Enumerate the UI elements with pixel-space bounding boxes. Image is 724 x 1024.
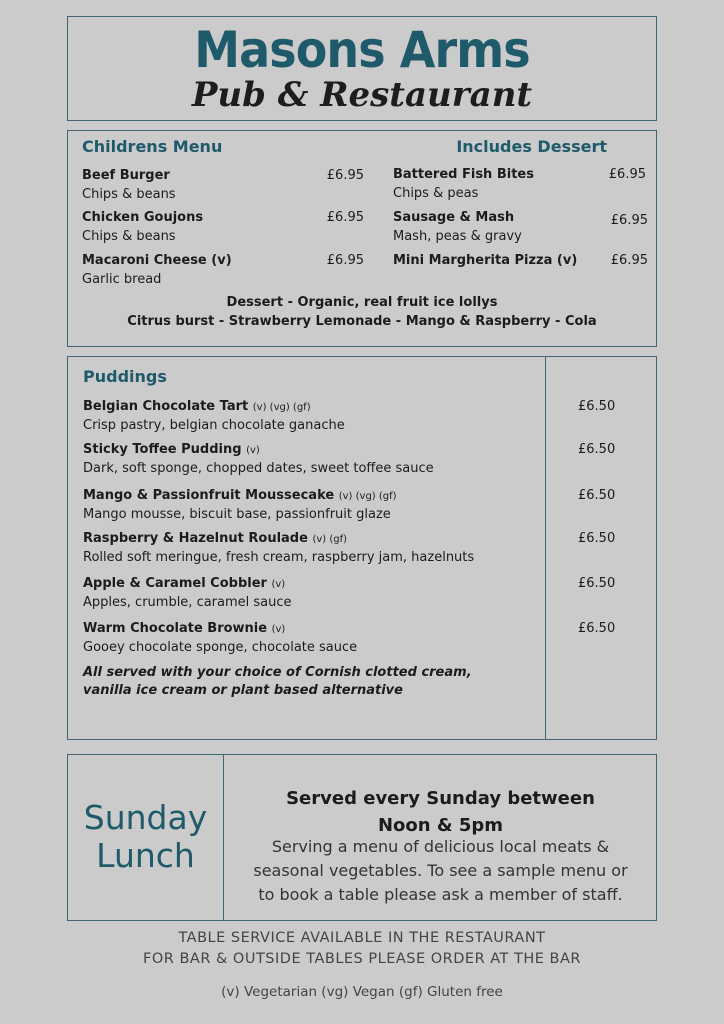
pudding-name: Warm Chocolate Brownie (v) bbox=[83, 621, 286, 636]
pudding-desc: Crisp pastry, belgian chocolate ganache bbox=[83, 418, 345, 433]
puddings-box bbox=[67, 356, 657, 740]
pudding-tags: (v) bbox=[246, 445, 260, 456]
kids-item-desc: Chips & beans bbox=[82, 229, 176, 244]
kids-item-name: Macaroni Cheese (v) bbox=[82, 253, 232, 268]
childrens-menu-box bbox=[67, 130, 657, 347]
pudding-tags: (v) bbox=[271, 579, 286, 590]
kids-item-price: £6.95 bbox=[326, 168, 364, 183]
pub-subtitle: Pub & Restaurant bbox=[191, 75, 533, 115]
serving-note-line: All served with your choice of Cornish clotted cream, bbox=[83, 665, 472, 680]
kids-item-name: Battered Fish Bites bbox=[393, 167, 534, 182]
sunday-lunch-title bbox=[68, 799, 223, 875]
pudding-desc: Mango mousse, biscuit base, passionfruit glaze bbox=[83, 507, 391, 522]
dessert-line: Dessert - Organic, real fruit ice lollys bbox=[226, 295, 498, 310]
header-box bbox=[67, 16, 657, 121]
kids-item bbox=[82, 210, 364, 250]
pudding-desc: Dark, soft sponge, chopped dates, sweet toffee sauce bbox=[83, 461, 434, 476]
pudding-desc: Gooey chocolate sponge, chocolate sauce bbox=[83, 640, 358, 655]
kids-item-desc: Mash, peas & gravy bbox=[393, 229, 522, 244]
sunday-heading bbox=[225, 785, 656, 839]
lolly-flavours-line: Citrus burst - Strawberry Lemonade - Mango & Raspberry - Cola bbox=[127, 314, 597, 329]
pudding-desc: Apples, crumble, caramel sauce bbox=[83, 595, 292, 610]
kids-item-desc: Chips & peas bbox=[393, 186, 479, 201]
kids-item bbox=[82, 253, 364, 293]
sunday-description bbox=[225, 835, 656, 907]
childrens-menu-title: Childrens Menu bbox=[82, 137, 223, 156]
pudding-name: Sticky Toffee Pudding (v) bbox=[83, 442, 260, 457]
kids-item bbox=[393, 253, 648, 293]
pudding-item bbox=[83, 399, 643, 439]
pudding-price: £6.50 bbox=[578, 488, 616, 503]
kids-item-price: £6.95 bbox=[326, 210, 364, 225]
pudding-tags: (v) (vg) (gf) bbox=[252, 402, 311, 413]
sunday-title-line: Lunch bbox=[96, 836, 195, 875]
pudding-price: £6.50 bbox=[578, 531, 616, 546]
table-service-notice: TABLE SERVICE AVAILABLE IN THE RESTAURANT bbox=[178, 930, 546, 946]
pudding-name: Apple & Caramel Cobbler (v) bbox=[83, 576, 286, 591]
kids-item-price: £6.95 bbox=[326, 253, 364, 268]
pudding-price: £6.50 bbox=[578, 621, 616, 636]
kids-item-price: £6.95 bbox=[610, 253, 648, 268]
kids-item-name: Beef Burger bbox=[82, 168, 170, 183]
puddings-title: Puddings bbox=[83, 367, 167, 386]
sunday-heading-line: Served every Sunday between bbox=[286, 788, 595, 809]
serving-note bbox=[83, 664, 472, 700]
pudding-name: Mango & Passionfruit Moussecake (v) (vg) (gf) bbox=[83, 488, 397, 503]
pudding-tags: (v) (gf) bbox=[312, 534, 348, 545]
kids-item-name: Mini Margherita Pizza (v) bbox=[393, 253, 578, 268]
kids-item-name: Sausage & Mash bbox=[393, 210, 515, 225]
pudding-item bbox=[83, 442, 643, 482]
pub-name: Masons Arms bbox=[194, 21, 530, 79]
pudding-item bbox=[83, 621, 643, 661]
sunday-desc-line: to book a table please ask a member of staff. bbox=[258, 885, 623, 904]
pudding-name: Raspberry & Hazelnut Roulade (v) (gf) bbox=[83, 531, 348, 546]
kids-item bbox=[82, 168, 364, 208]
serving-note-line: vanilla ice cream or plant based alternative bbox=[83, 683, 403, 698]
pudding-tags: (v) (vg) (gf) bbox=[338, 491, 397, 502]
kids-item bbox=[393, 210, 648, 250]
pudding-price: £6.50 bbox=[578, 442, 616, 457]
sunday-heading-line: Noon & 5pm bbox=[377, 815, 503, 836]
sunday-divider bbox=[223, 755, 224, 920]
pudding-item bbox=[83, 576, 643, 616]
pudding-price: £6.50 bbox=[578, 399, 616, 414]
kids-item-price: £6.95 bbox=[610, 213, 648, 228]
pudding-price: £6.50 bbox=[578, 576, 616, 591]
pudding-tags: (v) bbox=[271, 624, 286, 635]
includes-dessert-label: Includes Dessert bbox=[456, 137, 607, 156]
sunday-desc-line: Serving a menu of delicious local meats & bbox=[271, 837, 610, 856]
sunday-lunch-box bbox=[67, 754, 657, 921]
kids-item-price: £6.95 bbox=[608, 167, 646, 182]
pudding-item bbox=[83, 488, 643, 528]
sunday-desc-line: seasonal vegetables. To see a sample menu or bbox=[253, 861, 628, 880]
kids-item-desc: Garlic bread bbox=[82, 272, 162, 287]
kids-item-desc: Chips & beans bbox=[82, 187, 176, 202]
sunday-title-line: Sunday bbox=[83, 798, 208, 837]
pudding-name: Belgian Chocolate Tart (v) (vg) (gf) bbox=[83, 399, 311, 414]
kids-item-name: Chicken Goujons bbox=[82, 210, 204, 225]
dietary-legend: (v) Vegetarian (vg) Vegan (gf) Gluten free bbox=[221, 984, 503, 1000]
kids-item bbox=[393, 167, 646, 207]
pudding-desc: Rolled soft meringue, fresh cream, raspberry jam, hazelnuts bbox=[83, 550, 475, 565]
bar-order-notice: FOR BAR & OUTSIDE TABLES PLEASE ORDER AT THE BAR bbox=[143, 951, 581, 967]
pudding-item bbox=[83, 531, 643, 571]
